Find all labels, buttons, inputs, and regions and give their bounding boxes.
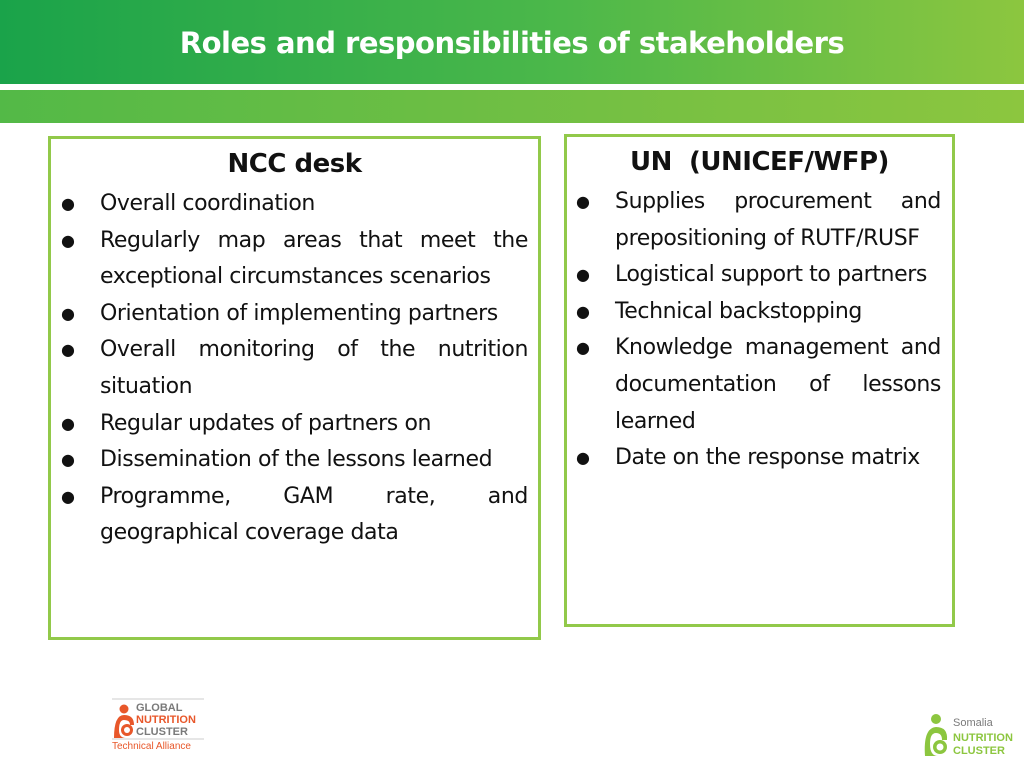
bullet-icon: ● xyxy=(61,450,75,470)
svg-text:CLUSTER: CLUSTER xyxy=(136,726,188,738)
ncc-desk-box xyxy=(48,136,541,640)
list-item: ● Date on the response matrix xyxy=(615,440,941,477)
list-item: ● Regular updates of partners on xyxy=(100,406,528,443)
un-title: UN (UNICEF/WFP) xyxy=(630,147,889,177)
slide-title: Roles and responsibilities of stakeholders xyxy=(179,26,845,60)
bullet-icon: ● xyxy=(61,194,75,213)
list-item: ● Dissemination of the lessons learned xyxy=(100,442,528,479)
svg-text:NUTRITION: NUTRITION xyxy=(136,714,196,726)
ncc-desk-title: NCC desk xyxy=(227,149,362,179)
slide-header xyxy=(0,0,1024,84)
un-list xyxy=(576,184,941,477)
list-item: ● Regularly map areas that meet the exceptional circumstances scenarios xyxy=(100,223,528,296)
bullet-icon: ● xyxy=(61,486,75,506)
svg-text:CLUSTER: CLUSTER xyxy=(953,745,1005,757)
ncc-desk-list xyxy=(61,186,528,552)
svg-text:GLOBAL: GLOBAL xyxy=(136,702,183,714)
list-item: ● Technical backstopping xyxy=(615,294,941,331)
bullet-icon: ● xyxy=(61,303,75,323)
list-item: ● Programme, GAM rate, and geographical coverage data xyxy=(100,479,528,552)
header-band xyxy=(0,90,1024,123)
bullet-icon: ● xyxy=(576,301,590,321)
bullet-icon: ● xyxy=(61,230,75,250)
un-box xyxy=(564,134,955,627)
list-item: ● Overall monitoring of the nutrition situation xyxy=(100,332,528,405)
bullet-icon: ● xyxy=(61,340,75,360)
snc-person-icon xyxy=(931,714,941,724)
svg-text:NUTRITION: NUTRITION xyxy=(953,732,1013,744)
bullet-icon: ● xyxy=(576,448,590,468)
list-item: ● Supplies procurement and prepositioning of RUTF/RUSF xyxy=(615,184,941,257)
somalia-nutrition-cluster-logo xyxy=(920,710,1016,764)
svg-text:Technical Alliance: Technical Alliance xyxy=(112,741,191,752)
bullet-icon: ● xyxy=(61,413,75,433)
global-nutrition-cluster-logo xyxy=(110,698,206,752)
snc-logo-graphic xyxy=(920,710,1016,764)
svg-text:Somalia: Somalia xyxy=(953,717,993,729)
list-item: ● Logistical support to partners xyxy=(615,257,941,294)
gnc-logo-graphic xyxy=(110,698,206,752)
list-item: ● Knowledge management and documentation of lessons learned xyxy=(615,330,941,440)
bullet-icon: ● xyxy=(576,192,590,211)
list-item: ● Overall coordination xyxy=(100,186,528,223)
gnc-person-icon xyxy=(120,705,129,714)
bullet-icon: ● xyxy=(576,265,590,285)
bullet-icon: ● xyxy=(576,338,590,358)
list-item: ● Orientation of implementing partners xyxy=(100,296,528,333)
